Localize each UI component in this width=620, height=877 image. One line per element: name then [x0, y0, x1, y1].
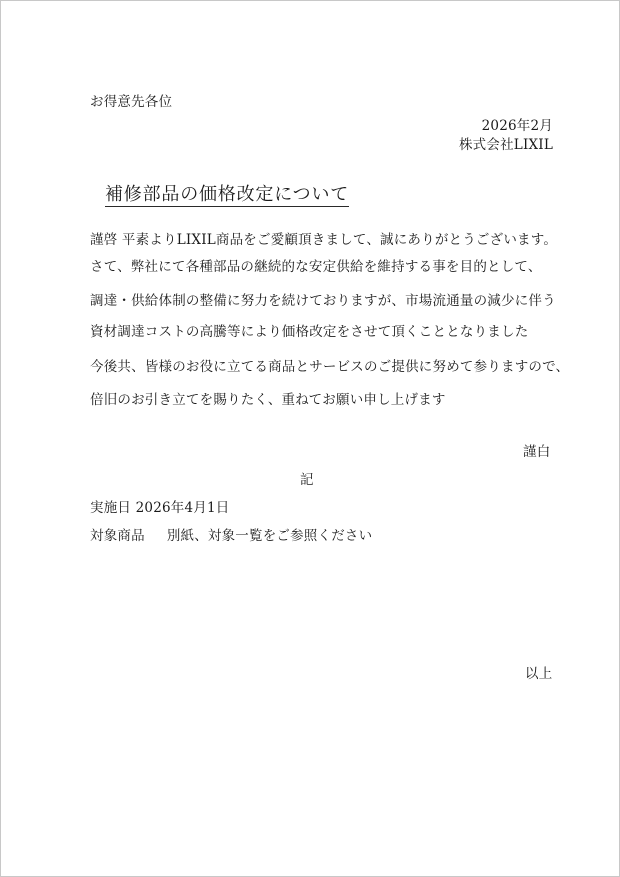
sender-company: 株式会社LIXIL [458, 137, 553, 153]
body-line-1: 謹啓 平素よりLIXIL商品をご愛顧頂きまして、誠にありがとうございます。 [90, 232, 558, 248]
end-mark: 以上 [525, 666, 553, 682]
ki-heading: 記 [300, 472, 314, 488]
body-line-3: 調達・供給体制の整備に努力を続けておりますが、市場流通量の減少に伴う [90, 293, 556, 309]
body-line-5: 今後共、皆様のお役に立てる商品とサービスのご提供に努めて参りますので、 [90, 359, 570, 375]
recipient: お得意先各位 [90, 94, 173, 110]
target-products-row [90, 528, 372, 544]
body-line-6: 倍旧のお引き立てを賜りたく、重ねてお願い申し上げます [90, 392, 446, 408]
target-products-value: 別紙、対象一覧をご参照ください [166, 528, 373, 544]
effective-date-row [90, 500, 229, 516]
body-line-4: 資材調達コストの高騰等により価格改定をさせて頂くこととなりました [90, 324, 529, 340]
body-line-2: さて、弊社にて各種部品の継続的な安定供給を維持する事を目的として、 [90, 259, 542, 275]
document-date: 2026年2月 [481, 118, 553, 134]
document-title: 補修部品の価格改定について [105, 184, 350, 205]
effective-date-value: 2026年4月1日 [135, 500, 230, 516]
effective-date-label: 実施日 [90, 500, 132, 516]
target-products-label: 対象商品 [90, 528, 145, 544]
closing-salutation: 謹白 [523, 444, 551, 460]
